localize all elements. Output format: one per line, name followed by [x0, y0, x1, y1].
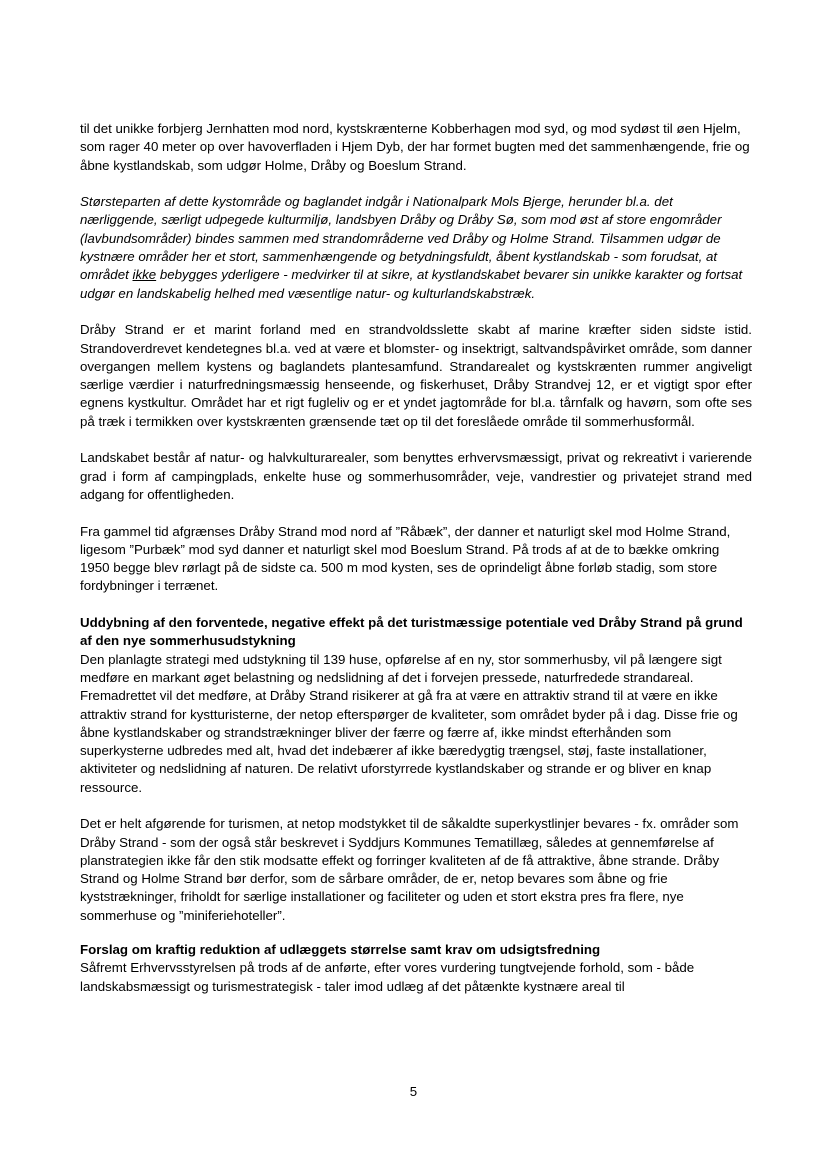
page-number: 5: [409, 1084, 418, 1099]
paragraph-8: Såfremt Erhvervsstyrelsen på trods af de anførte, efter vores vurdering tungtvejende forhold, som - både landskabsmæssigt og turismestrategisk - taler imod udlæg af det påtænkte kystnære areal til: [80, 960, 695, 994]
paragraph-6: Den planlagte strategi med udstykning til 139 huse, opførelse af en ny, stor sommerhusby, vil på længere sigt medføre en markant øget belastning og nedslidning af det i forvejen pressede, naturfredede strandareal. Fremadrettet vil det medføre, at Dråby Strand risikerer at gå fra at være en attraktiv strand til at være en ikke attraktiv strand for kystturisterne, der netop efterspørger de kvaliteter, som området byder på i dag. Disse frie og åbne kystlandskaber og strandstrækninger bliver der færre og færre af, ikke mindst efterhånden som superkysterne udbredes med alt, hvad det indebærer af ikke bæredygtig trængsel, støj, faste installationer, aktiviteter og nedslidning af naturen. De relativt uforstyrrede kystlandskaber og strande er og bliver en knap ressource.: [80, 651, 738, 795]
section-heading-1: Uddybning af den forventede, negative effekt på det turistmæssige potentiale ved Dråby Strand på grund af den nye sommerhusudstykning: [80, 615, 743, 649]
paragraph-2-italic: [80, 193, 752, 303]
paragraph-5: Fra gammel tid afgrænses Dråby Strand mod nord af ”Råbæk”, der danner et naturligt skel mod Holme Strand, ligesom ”Purbæk” mod syd danner et naturligt skel mod Boeslum Strand. På trods af at de to bække omkring 1950 begge blev rørlagt på de sidste ca. 500 m mod kysten, ses de oprindeligt åbne forløb stadig, som store fordybninger i terrænet.: [80, 523, 731, 594]
paragraph-3: Dråby Strand er et marint forland med en strandvoldsslette skabt af marine kræfter siden sidste istid. Strandoverdrevet kendetegnes bl.a. ved at være et blomster- og insektrigt, saltvandspåvirket område, som danner overgangen mellem kystens og baglandets plantesamfund. Strandarealet og kystskrænten rummer angiveligt særlige værdier i naturfredningsmæssig henseende, og fiskerhuset, Dråby Strandvej 12, er et vigtigt spor efter egnens kystkultur. Området har et rigt fugleliv og er et yndet jagtområde for bl.a. tårnfalk og havørn, som ofte ses på træk i termikken over kystskrænten grænsende tæt op til det foreslåede område til sommerhusformål.: [80, 322, 752, 429]
underlined-word: ikke: [132, 267, 157, 283]
document-body: [80, 120, 752, 996]
paragraph-2-part-2: bebygges yderligere - medvirker til at sikre, at kystlandskabet bevarer sin unikke karakter og fortsat udgør en landskabelig helhed med væsentlige natur- og kulturlandskabstræk.: [80, 267, 743, 301]
paragraph-7: Det er helt afgørende for turismen, at netop modstykket til de såkaldte superkystlinjer bevares - fx. områder som Dråby Strand - som der også står beskrevet i Syddjurs Kommunes Tematillæg, således at gennemførelse af planstrategien ikke får den stik modsatte effekt og forringer kvaliteten af de få attraktive, åbne strande. Dråby Strand og Holme Strand bør derfor, som de sårbare områder, de er, netop bevares som åbne og frie kyststrækninger, friholdt for særlige installationer og faciliteter og uden et stort ekstra pres fra flere, nye sommerhuse og ”miniferiehoteller”.: [80, 816, 739, 923]
section-heading-2: Forslag om kraftig reduktion af udlæggets størrelse samt krav om udsigtsfredning: [80, 942, 601, 958]
paragraph-4: Landskabet består af natur- og halvkulturarealer, som benyttes erhvervsmæssigt, privat og rekreativt i varierende grad i form af campingplads, enkelte huse og sommerhusområder, veje, vandrestier og privatejet strand med adgang for offentligheden.: [80, 450, 752, 502]
paragraph-2-part-1: Størsteparten af dette kystområde og baglandet indgår i Nationalpark Mols Bjerge, herunder bl.a. det nærliggende, særligt udpegede kulturmiljø, landsbyen Dråby og Dråby Sø, som mod øst af store engområder (lavbundsområder) bindes sammen med strandområderne ved Dråby og Holme Strand. Tilsammen udgør de kystnære områder her et stort, sammenhængende og betydningsfuldt, åbent kystlandskab - som forudsat, at området: [80, 194, 722, 283]
paragraph-1: til det unikke forbjerg Jernhatten mod nord, kystskrænterne Kobberhagen mod syd, og mod sydøst til øen Hjelm, som rager 40 meter op over havoverfladen i Hjem Dyb, der har formet bugten med det sammenhængende, frie og åbne kystlandskab, som udgør Holme, Dråby og Boeslum Strand.: [80, 121, 750, 173]
